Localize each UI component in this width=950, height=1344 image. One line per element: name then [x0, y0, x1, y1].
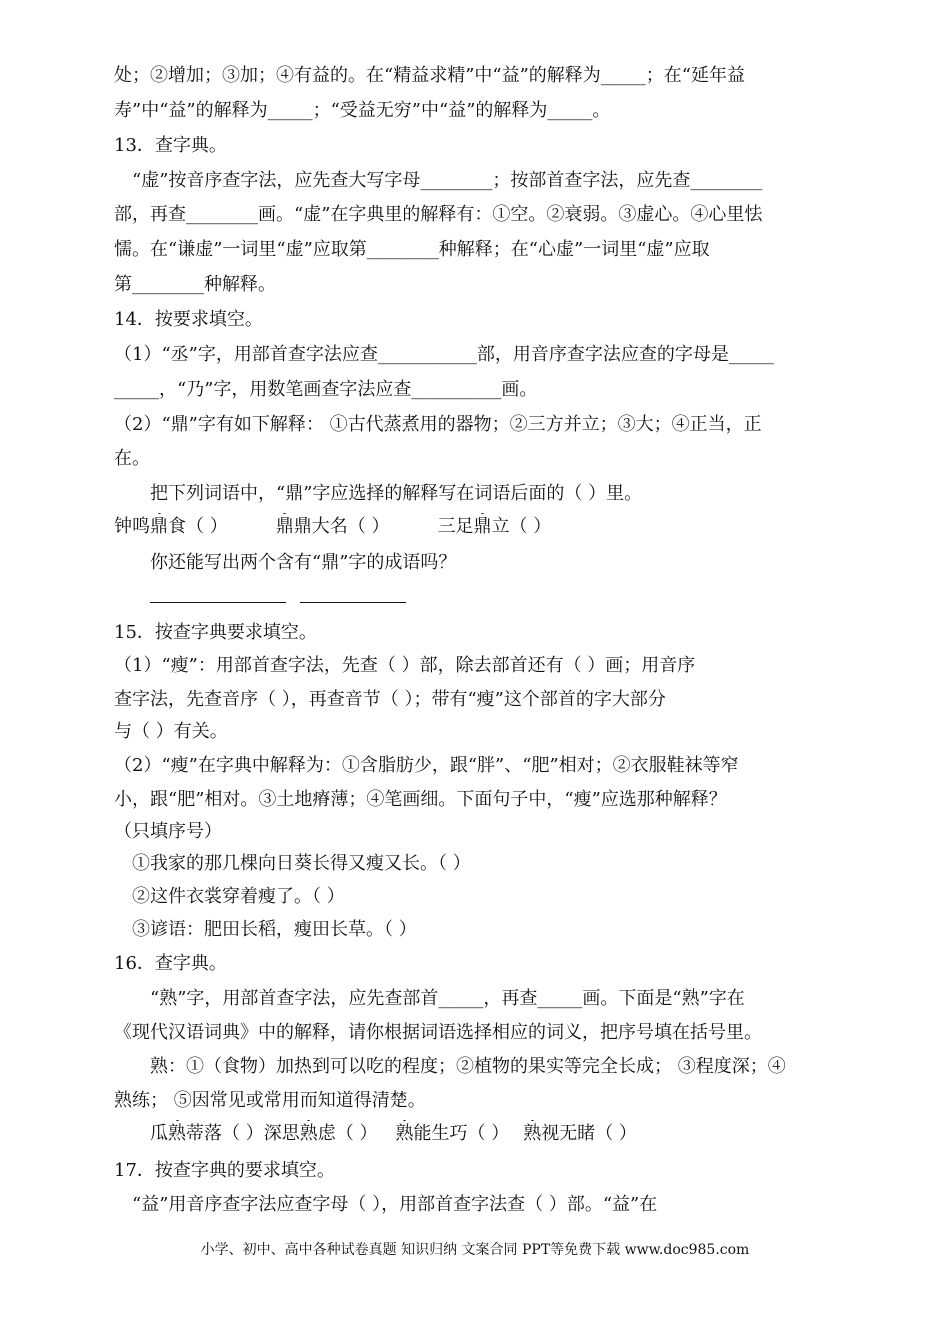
instruction: 把下列词语中，“鼎”字应选择的解释写在词语后面的（ ）里。: [150, 483, 643, 504]
text-line: （只填序号）: [114, 821, 222, 842]
text-line: 部，再查________画。“虚”在字典里的解释有：①空。②衰弱。③虚心。④心里怯: [114, 204, 763, 225]
text-line: 熟：①（食物）加热到可以吃的程度；②植物的果实等完全长成； ③程度深；④: [150, 1056, 786, 1077]
text-line: 懦。在“谦虚”一词里“虚”应取第________种解释；在“心虚”一词里“虚”应取: [114, 239, 710, 260]
text-line: 小，跟“肥”相对。③土地瘠薄；④笔画细。下面句子中，“瘦”应选那种解释？: [114, 789, 727, 810]
word-suffix: 视无睹（ ）: [541, 1123, 637, 1144]
text-line: （2）“瘦”在字典中解释为：①含脂肪少，跟“胖”、“肥”相对；②衣服鞋袜等窄: [114, 755, 739, 776]
dotted-char: 熟: [299, 1123, 318, 1144]
text-line: （2）“鼎”字有如下解释： ①古代蒸煮用的器物；②三方并立；③大；④正当，正: [114, 414, 762, 435]
text-line: “熟”字，用部首查字法，应先查部首_____，再查_____画。下面是“熟”字在: [150, 988, 745, 1009]
dotted-char: 鼎: [150, 516, 168, 537]
question-title: 17．按查字典的要求填空。: [114, 1160, 335, 1181]
dotted-char: 熟: [168, 1123, 186, 1144]
word-suffix: 蒂落（ ）深思: [186, 1123, 300, 1144]
sentence-item: ②这件衣裳穿着瘦了。（ ）: [132, 886, 345, 907]
text-line: 处；②增加；③加；④有益的。在“精益求精”中“益”的解释为_____；在“延年益: [114, 65, 746, 86]
text-line: “虚”按音序查字法，应先查大写字母________；按部首查字法，应先查________: [132, 170, 763, 191]
question-title: 15．按查字典要求填空。: [114, 622, 317, 643]
sentence-item: ③谚语：肥田长稻，瘦田长草。（ ）: [132, 919, 417, 940]
text-line: 寿”中“益”的解释为_____；“受益无穷”中“益”的解释为_____。: [114, 100, 611, 121]
text-line: _____，“乃”字，用数笔画查字法应查__________画。: [114, 379, 538, 400]
text-line: 与（ ）有关。: [114, 721, 228, 742]
word-prefix: 钟鸣: [114, 516, 150, 537]
dotted-char: 鼎: [275, 516, 294, 537]
word-suffix: 食（ ）: [168, 516, 228, 537]
text-line: （1）“瘦”：用部首查字法，先查（ ）部，除去部首还有（ ）画；用音序: [114, 655, 696, 676]
word-prefix: 三足: [437, 516, 474, 537]
answer-blank[interactable]: [150, 588, 286, 603]
word-suffix: 鼎大名（ ）: [293, 516, 390, 537]
text-line: 《现代汉语词典》中的解释，请你根据词语选择相应的词义，把序号填在括号里。: [114, 1022, 762, 1043]
dotted-char: 熟: [395, 1123, 414, 1144]
page-footer: 小学、初中、高中各种试卷真题 知识归纳 文案合同 PPT等免费下载 www.doc985.com: [200, 1242, 750, 1258]
text-line: （1）“丞”字，用部首查字法应查___________部，用音序查字法应查的字母是_____: [114, 344, 774, 365]
answer-blank[interactable]: [300, 588, 406, 603]
dotted-char: 鼎: [473, 516, 492, 537]
word-suffix: 虑（ ）: [317, 1123, 378, 1144]
text-line: “益”用音序查字法应查字母（ ），用部首查字法查（ ）部。“益”在: [132, 1194, 658, 1215]
question-ask: 你还能写出两个含有“鼎”字的成语吗？: [150, 552, 457, 573]
question-title: 16．查字典。: [114, 953, 227, 974]
answer-blanks: [150, 584, 836, 612]
word-items: [114, 513, 836, 541]
question-title: 14．按要求填空。: [114, 309, 263, 330]
word-prefix: 瓜: [150, 1123, 168, 1144]
word-suffix: 能生巧（ ）: [413, 1123, 510, 1144]
word-items: [150, 1120, 836, 1148]
word-suffix: 立（ ）: [491, 516, 552, 537]
text-line: 熟练； ⑤因常见或常用而知道得清楚。: [114, 1090, 426, 1111]
sentence-item: ①我家的那几棵向日葵长得又瘦又长。（ ）: [132, 853, 471, 874]
question-title: 13．查字典。: [114, 135, 227, 156]
dotted-char: 熟: [523, 1123, 542, 1144]
text-line: 在。: [114, 448, 150, 469]
text-line: 第________种解释。: [114, 274, 276, 295]
text-line: 查字法，先查音序（ ），再查音节（ ）；带有“瘦”这个部首的字大部分: [114, 689, 666, 710]
